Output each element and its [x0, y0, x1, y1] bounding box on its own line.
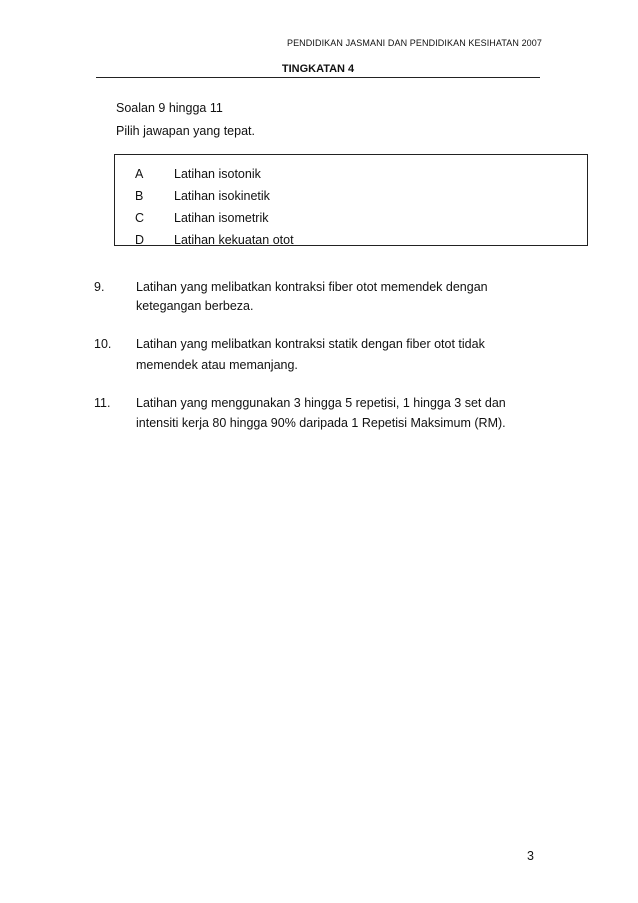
- question-number: 10.: [94, 337, 112, 351]
- instruction-text: Pilih jawapan yang tepat.: [116, 124, 255, 138]
- option-letter: D: [135, 233, 145, 247]
- question-number: 11.: [94, 396, 111, 410]
- header-divider: [96, 77, 540, 78]
- option-letter: C: [135, 211, 145, 225]
- question-line: Latihan yang menggunakan 3 hingga 5 repetisi, 1 hingga 3 set dan: [136, 396, 506, 410]
- question-line: Latihan yang melibatkan kontraksi statik dengan fiber otot tidak: [136, 337, 485, 351]
- option-text: Latihan isotonik: [174, 167, 261, 181]
- option-letter: B: [135, 189, 144, 203]
- question-line: Latihan yang melibatkan kontraksi fiber otot memendek dengan: [136, 280, 488, 294]
- page-number: 3: [527, 849, 534, 863]
- question-line: memendek atau memanjang.: [136, 358, 298, 372]
- question-line: ketegangan berbeza.: [136, 299, 254, 313]
- option-text: Latihan kekuatan otot: [174, 233, 294, 247]
- header-title: PENDIDIKAN JASMANI DAN PENDIDIKAN KESIHATAN 2007: [286, 38, 542, 48]
- option-text: Latihan isokinetik: [174, 189, 270, 203]
- question-number: 9.: [94, 280, 105, 294]
- question-range: Soalan 9 hingga 11: [116, 101, 223, 115]
- question-line: intensiti kerja 80 hingga 90% daripada 1 Repetisi Maksimum (RM).: [136, 416, 506, 430]
- header-subtitle: TINGKATAN 4: [281, 63, 355, 75]
- option-letter: A: [135, 167, 144, 181]
- option-text: Latihan isometrik: [174, 211, 269, 225]
- answer-options-box: [114, 154, 588, 246]
